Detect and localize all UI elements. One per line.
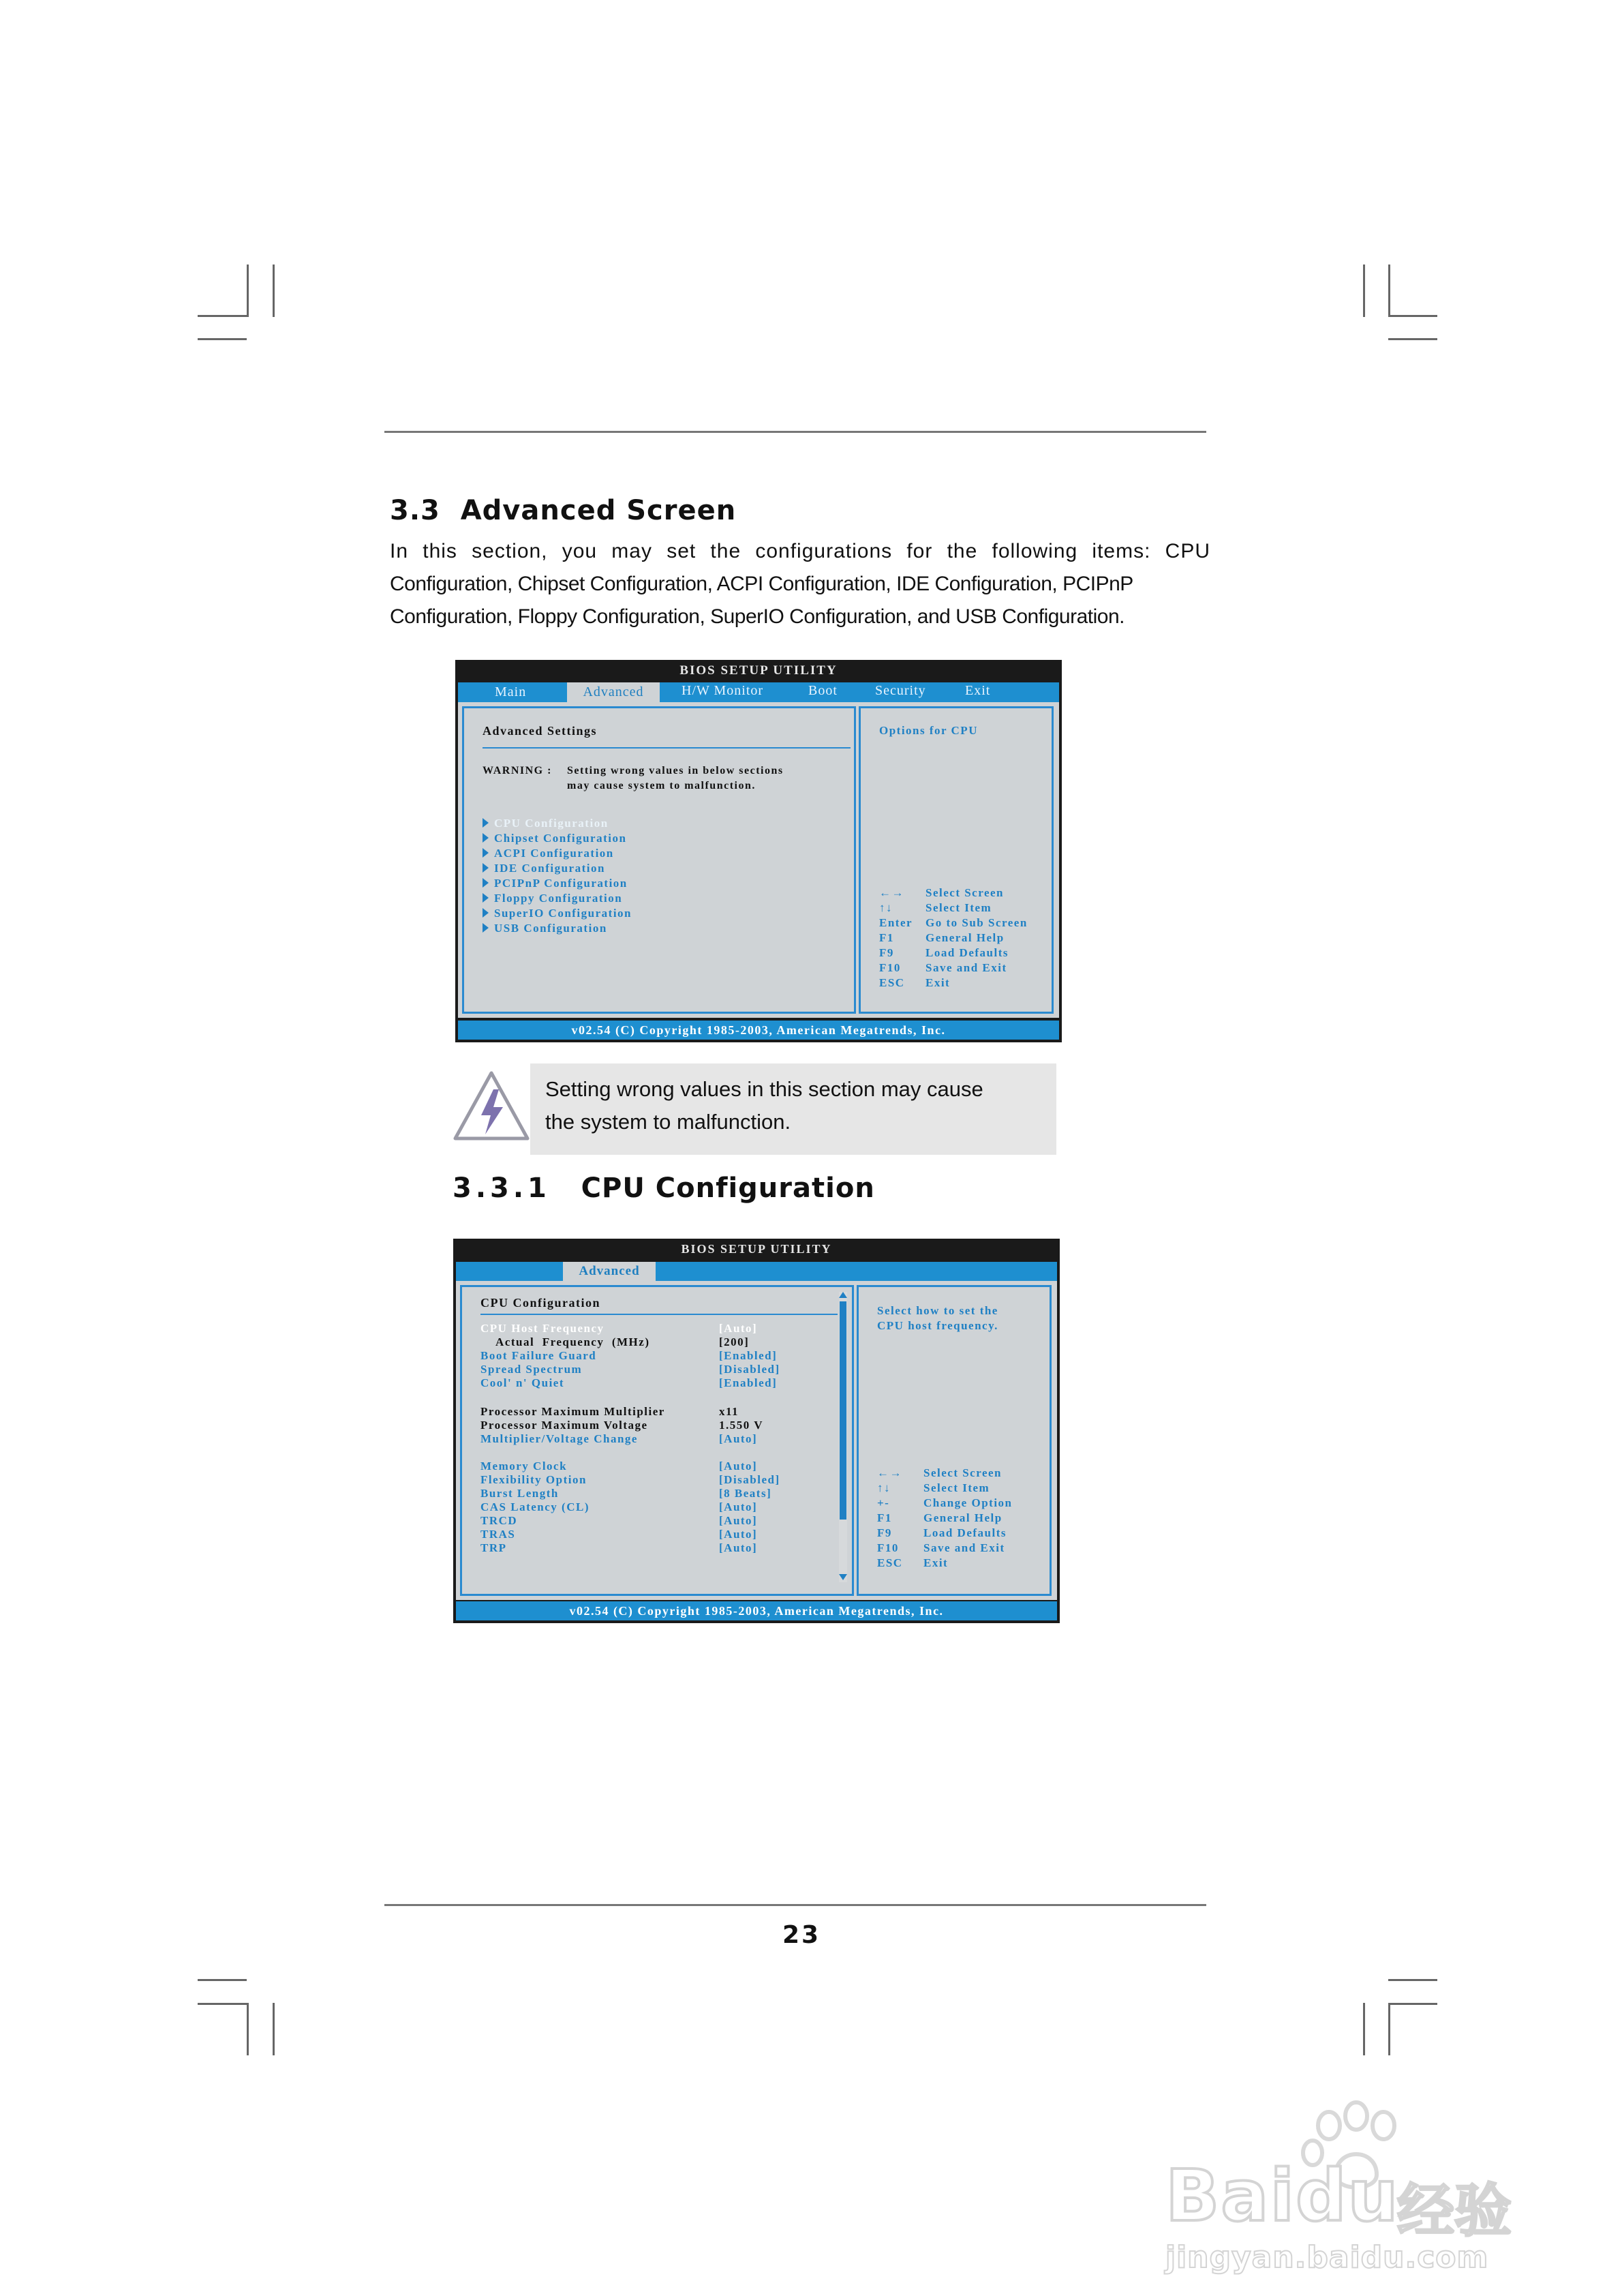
warning-note-text: Setting wrong values in this section may cause (545, 1077, 983, 1101)
setting-value-multiplier-voltage-change[interactable]: [Auto] (719, 1432, 758, 1445)
section-number: 3.3 (390, 495, 440, 526)
key-legend-action: Save and Exit (925, 961, 1007, 974)
key-legend-action: General Help (925, 931, 1005, 944)
key-legend-action: Select Item (925, 901, 992, 914)
menu-entry-chipset-configuration[interactable]: Chipset Configuration (483, 832, 626, 845)
warning-text: Setting wrong values in below sections (567, 765, 784, 776)
crop-mark (198, 338, 247, 340)
header-rule (384, 431, 1206, 433)
footer-rule (384, 1904, 1206, 1906)
crop-mark (273, 265, 275, 317)
key-legend-key: F1 (877, 1511, 892, 1524)
intro-line: In this section, you may set the configurations for the following items: CPU (390, 540, 1210, 562)
scroll-down-icon[interactable] (839, 1574, 847, 1580)
crop-mark (1388, 2003, 1437, 2005)
key-legend-key: F9 (877, 1526, 892, 1539)
key-legend-action: Change Option (923, 1496, 1013, 1509)
setting-label-spread-spectrum[interactable]: Spread Spectrum (480, 1363, 583, 1376)
setting-label-cas-latency[interactable]: CAS Latency (CL) (480, 1500, 590, 1513)
bios-footer: v02.54 (C) Copyright 1985-2003, American Megatrends, Inc. (458, 1021, 1059, 1040)
setting-value-tras[interactable]: [Auto] (719, 1528, 758, 1541)
crop-mark (1388, 1979, 1437, 1981)
warning-note-text: the system to malfunction. (545, 1110, 791, 1134)
setting-value-cool-n-quiet[interactable]: [Enabled] (719, 1376, 778, 1389)
key-legend-key: F10 (879, 961, 901, 974)
crop-mark (198, 1979, 247, 1981)
setting-label-max-voltage: Processor Maximum Voltage (480, 1419, 648, 1432)
page-number: 23 (782, 1921, 821, 1949)
key-legend-key: ←→ (877, 1466, 902, 1479)
submenu-arrow-icon (483, 908, 489, 918)
setting-label-tras[interactable]: TRAS (480, 1528, 516, 1541)
warning-text: may cause system to malfunction. (567, 780, 756, 791)
panel-title: CPU Configuration (480, 1296, 601, 1310)
watermark-url: jingyan.baidu.com (1165, 2240, 1489, 2275)
bios-screen-cpu-configuration (453, 1239, 1060, 1623)
setting-value-actual-frequency: [200] (719, 1335, 750, 1348)
menu-entry-superio-configuration[interactable]: SuperIO Configuration (483, 907, 632, 920)
submenu-arrow-icon (483, 863, 489, 873)
setting-label-multiplier-voltage-change[interactable]: Multiplier/Voltage Change (480, 1432, 638, 1445)
crop-mark (1363, 2003, 1365, 2055)
intro-paragraph (390, 535, 1210, 633)
setting-label-max-multiplier: Processor Maximum Multiplier (480, 1405, 665, 1418)
key-legend-key: ↑↓ (877, 1481, 891, 1494)
bios-menubar (458, 682, 1059, 702)
setting-value-max-multiplier: x11 (719, 1405, 739, 1418)
setting-value-trcd[interactable]: [Auto] (719, 1514, 758, 1527)
subsection-heading (453, 1173, 875, 1204)
menu-hw-monitor[interactable]: H/W Monitor (682, 683, 764, 698)
setting-value-boot-failure-guard[interactable]: [Enabled] (719, 1349, 778, 1362)
setting-value-flexibility-option[interactable]: [Disabled] (719, 1473, 780, 1486)
scroll-up-icon[interactable] (839, 1292, 847, 1298)
scroll-thumb[interactable] (840, 1301, 846, 1520)
bios-screen-advanced (455, 660, 1062, 1042)
setting-value-cpu-host-frequency[interactable]: [Auto] (719, 1322, 758, 1335)
setting-value-cas-latency[interactable]: [Auto] (719, 1500, 758, 1513)
setting-value-memory-clock[interactable]: [Auto] (719, 1460, 758, 1472)
bios-menubar (456, 1262, 1057, 1281)
submenu-arrow-icon (483, 818, 489, 828)
key-legend-action: Exit (923, 1556, 949, 1569)
key-legend-action: Go to Sub Screen (925, 916, 1028, 929)
setting-label-actual-frequency: Actual Frequency (MHz) (480, 1335, 650, 1348)
key-legend-key: F10 (877, 1541, 899, 1554)
setting-label-boot-failure-guard[interactable]: Boot Failure Guard (480, 1349, 597, 1362)
key-legend-key: ESC (877, 1556, 903, 1569)
key-legend-key: F9 (879, 946, 894, 959)
section-heading (390, 495, 736, 526)
crop-mark (273, 2003, 275, 2055)
crop-mark (247, 265, 249, 317)
key-legend-key: ←→ (879, 886, 904, 899)
key-legend-action: Select Screen (925, 886, 1005, 899)
key-legend-action: Load Defaults (925, 946, 1009, 959)
scrollbar[interactable] (839, 1292, 847, 1582)
menu-advanced[interactable]: Advanced (563, 1262, 656, 1281)
submenu-arrow-icon (483, 878, 489, 888)
submenu-arrow-icon (483, 833, 489, 843)
intro-line: Configuration, Chipset Configuration, ACPI Configuration, IDE Configuration, PCIPnP (390, 573, 1133, 595)
help-text: Options for CPU (879, 724, 978, 737)
menu-entry-acpi-configuration[interactable]: ACPI Configuration (483, 847, 614, 860)
crop-mark (247, 2003, 249, 2055)
submenu-arrow-icon (483, 923, 489, 933)
menu-entry-cpu-configuration[interactable]: CPU Configuration (483, 817, 609, 830)
menu-entry-pcipnp-configuration[interactable]: PCIPnP Configuration (483, 877, 628, 890)
crop-mark (198, 315, 247, 317)
crop-mark (1388, 2003, 1390, 2055)
setting-label-memory-clock[interactable]: Memory Clock (480, 1460, 568, 1472)
key-legend-action: Select Screen (923, 1466, 1003, 1479)
section-title: Advanced Screen (460, 495, 737, 526)
bios-body (458, 702, 1059, 1018)
bios-title: BIOS SETUP UTILITY (681, 1242, 832, 1256)
key-legend-action: Exit (925, 976, 951, 989)
subsection-number: 3.3.1 (453, 1173, 551, 1204)
menu-main[interactable]: Main (495, 684, 527, 699)
warning-icon (451, 1069, 532, 1144)
subsection-title: CPU Configuration (581, 1173, 875, 1204)
menu-entry-usb-configuration[interactable]: USB Configuration (483, 922, 607, 935)
setting-label-cpu-host-frequency[interactable]: CPU Host Frequency (480, 1322, 605, 1335)
panel-title-rule (480, 1314, 838, 1315)
watermark-brand-cn: 经验 (1397, 2177, 1512, 2244)
watermark-brand: Baidu (1165, 2154, 1400, 2237)
crop-mark (198, 2003, 247, 2005)
setting-label-trcd[interactable]: TRCD (480, 1514, 518, 1527)
setting-value-spread-spectrum[interactable]: [Disabled] (719, 1363, 780, 1376)
setting-label-burst-length[interactable]: Burst Length (480, 1487, 559, 1500)
submenu-arrow-icon (483, 893, 489, 903)
key-legend-action: General Help (923, 1511, 1003, 1524)
watermark-logo (1165, 2100, 1547, 2277)
crop-mark (1388, 265, 1390, 317)
panel-title: Advanced Settings (483, 724, 598, 738)
crop-mark (1388, 315, 1437, 317)
menu-advanced[interactable]: Advanced (567, 682, 660, 702)
warning-note (530, 1063, 1056, 1155)
menu-entry-floppy-configuration[interactable]: Floppy Configuration (483, 892, 622, 905)
menu-boot[interactable]: Boot (808, 683, 838, 698)
bios-title: BIOS SETUP UTILITY (679, 663, 838, 678)
setting-value-burst-length[interactable]: [8 Beats] (719, 1487, 772, 1500)
setting-label-trp[interactable]: TRP (480, 1541, 507, 1554)
bios-footer: v02.54 (C) Copyright 1985-2003, American Megatrends, Inc. (456, 1601, 1057, 1620)
key-legend-action: Select Item (923, 1481, 990, 1494)
setting-label-cool-n-quiet[interactable]: Cool' n' Quiet (480, 1376, 565, 1389)
menu-entry-ide-configuration[interactable]: IDE Configuration (483, 862, 605, 875)
key-legend-key: ↑↓ (879, 901, 893, 914)
setting-value-max-voltage: 1.550 V (719, 1419, 763, 1432)
menu-security[interactable]: Security (875, 683, 926, 698)
submenu-arrow-icon (483, 848, 489, 858)
crop-mark (1388, 338, 1437, 340)
key-legend-key: F1 (879, 931, 894, 944)
key-legend-action: Save and Exit (923, 1541, 1005, 1554)
help-text: Select how to set the (877, 1304, 998, 1317)
panel-title-rule (483, 747, 851, 749)
key-legend-key: ESC (879, 976, 905, 989)
setting-value-trp[interactable]: [Auto] (719, 1541, 758, 1554)
crop-mark (1363, 265, 1365, 317)
menu-exit[interactable]: Exit (965, 683, 991, 698)
setting-label-flexibility-option[interactable]: Flexibility Option (480, 1473, 587, 1486)
bios-body (456, 1281, 1057, 1600)
warning-label: WARNING : (483, 765, 552, 776)
key-legend-key: Enter (879, 916, 913, 929)
key-legend-key: +- (877, 1496, 890, 1509)
intro-line: Configuration, Floppy Configuration, SuperIO Configuration, and USB Configuration. (390, 605, 1124, 628)
help-text: CPU host frequency. (877, 1319, 998, 1332)
key-legend-action: Load Defaults (923, 1526, 1007, 1539)
